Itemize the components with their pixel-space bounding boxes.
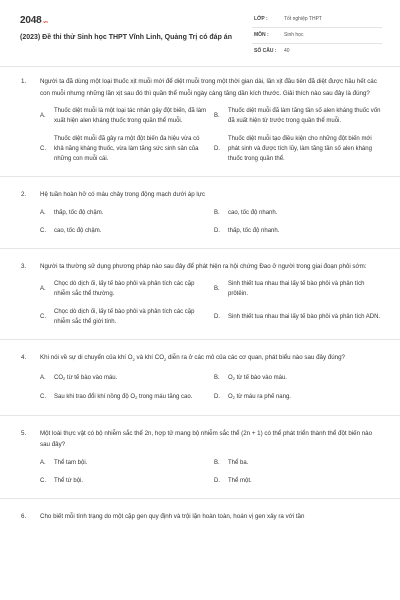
option-text xyxy=(228,392,382,403)
question-divider xyxy=(0,415,400,416)
question-3 xyxy=(0,261,400,328)
option-letter: C. xyxy=(40,146,46,152)
question-stem xyxy=(0,261,400,273)
option-text-part: O xyxy=(228,393,233,400)
meta-value-count: 40 xyxy=(284,48,290,54)
option-a[interactable] xyxy=(40,106,208,126)
question-text-part: Khi nói về sự di chuyển của khí O xyxy=(40,354,133,361)
option-text: Sinh thiết tua nhau thai lấy tế bào phôi và phân tích prôtêin. xyxy=(228,281,365,297)
option-text xyxy=(228,373,382,384)
option-b[interactable] xyxy=(214,279,382,299)
meta-row-subject xyxy=(252,28,382,44)
question-number: 1. xyxy=(21,78,27,85)
option-a[interactable] xyxy=(40,279,208,299)
option-text xyxy=(54,392,208,403)
subscript: 2 xyxy=(132,357,135,363)
question-text: Một loài thực vật có bộ nhiễm sắc thể 2n, hợp tử mang bộ nhiễm sắc thể (2n + 1) có thể phát triển thành thể đột biến nào sau đây? xyxy=(40,429,373,449)
meta-row-count xyxy=(252,44,382,60)
meta-value-subject: Sinh học xyxy=(284,32,304,38)
option-letter: D. xyxy=(214,227,220,234)
option-a[interactable] xyxy=(40,458,208,468)
option-letter: A. xyxy=(40,375,46,382)
option-d[interactable] xyxy=(214,476,382,486)
option-letter: D. xyxy=(214,394,220,401)
question-divider xyxy=(0,176,400,177)
question-stem xyxy=(0,511,400,523)
question-text-part: diễn ra ở các mô của các cơ quan, phát biểu nào sau đây đúng? xyxy=(166,354,345,361)
question-1 xyxy=(0,76,400,164)
option-text-part: Sau khi trao đổi khí nồng độ O xyxy=(54,393,136,400)
question-number: 2. xyxy=(21,191,27,198)
option-letter: A. xyxy=(40,286,46,292)
option-letter: D. xyxy=(214,477,220,484)
option-letter: D. xyxy=(214,146,220,152)
option-text: Thuốc diệt muỗi là một loại tác nhân gây đột biến, đã làm xuất hiện alen kháng thuốc trong quần thể muỗi. xyxy=(54,108,207,124)
option-text: Thể tứ bội. xyxy=(54,477,84,484)
question-divider xyxy=(0,339,400,340)
option-letter: C. xyxy=(40,477,46,484)
question-text: Người ta đã dùng một loại thuốc xịt muỗi mới để diệt muỗi trong một thời gian dài, lần xịt đầu tiên đã diệt được hầu hết các con muỗi nhưng những lần xịt sau đó thì quần thể muỗi ngày càng tăng dần kích thước. Giải thích nào sau đây là đúng? xyxy=(40,78,377,97)
option-a[interactable] xyxy=(40,373,208,384)
question-number: 4. xyxy=(21,354,27,361)
subscript: 2 xyxy=(63,375,66,381)
option-text: Thuốc diệt muỗi tạo điều kiện cho những đột biến mới phát sinh và được tích lũy, làm tăng tần số alen kháng thuốc trong quần thể. xyxy=(228,136,372,162)
option-text-part: từ máu ra phế nang. xyxy=(234,393,291,400)
option-text-part: CO xyxy=(54,374,63,381)
option-text: Thuốc diệt muỗi đã gây ra một đột biến đa hiệu vừa có khả năng kháng thuốc, vừa làm tăng sức sinh sản của những con muỗi cái. xyxy=(54,136,200,162)
site-logo[interactable] xyxy=(20,15,48,26)
option-b[interactable] xyxy=(214,373,382,384)
option-text-part: từ tế bào vào máu. xyxy=(65,374,118,381)
option-text: Thuốc diệt muỗi đã làm tăng tần số alen kháng thuốc vốn đã xuất hiện từ trước trong quần thể muỗi. xyxy=(228,108,381,124)
page-header xyxy=(0,0,400,64)
subscript: 2 xyxy=(164,357,167,363)
question-text: Người ta thường sử dụng phương pháp nào sau đây để phát hiện ra hội chứng Đao ở người trong giai đoạn phôi sớm: xyxy=(40,262,367,270)
option-letter: C. xyxy=(40,394,46,401)
answer-options xyxy=(0,106,400,164)
question-text: Hệ tuần hoàn hở có máu chảy trong động mạch dưới áp lực xyxy=(40,191,205,198)
question-4 xyxy=(0,352,400,403)
meta-key-grade: LỚP : xyxy=(254,16,268,22)
question-stem xyxy=(0,428,400,451)
question-stem xyxy=(0,189,400,201)
header-divider xyxy=(0,66,400,67)
option-b[interactable] xyxy=(214,106,382,126)
question-divider xyxy=(0,498,400,499)
option-c[interactable] xyxy=(40,134,208,164)
option-text: cao, tốc độ chậm. xyxy=(54,227,102,234)
option-text: Sinh thiết tua nhau thai lấy tế bào phôi và phân tích ADN. xyxy=(228,314,381,320)
option-letter: B. xyxy=(214,459,220,466)
subscript: 2 xyxy=(232,394,235,400)
meta-key-subject: MÔN : xyxy=(254,32,269,38)
answer-options xyxy=(0,373,400,403)
question-stem xyxy=(0,352,400,366)
option-d[interactable] xyxy=(214,226,382,236)
option-text-part: từ tế bào vào máu. xyxy=(234,374,287,381)
option-b[interactable] xyxy=(214,458,382,468)
option-b[interactable] xyxy=(214,208,382,218)
option-text-part: O xyxy=(228,374,233,381)
answer-options xyxy=(0,279,400,327)
question-number: 5. xyxy=(21,429,27,437)
logo-text: 2048 xyxy=(20,15,42,26)
subscript: 2 xyxy=(232,375,235,381)
option-a[interactable] xyxy=(40,208,208,218)
option-text: cao, tốc độ nhanh. xyxy=(228,209,278,216)
question-2 xyxy=(0,189,400,236)
option-text: Thể một. xyxy=(228,477,252,484)
option-letter: C. xyxy=(40,227,46,234)
question-5 xyxy=(0,428,400,486)
option-letter: A. xyxy=(40,459,46,466)
option-text: Thể tam bội. xyxy=(54,459,88,466)
option-text: Chọc dò dịch ối, lấy tế bào phôi và phân tích các cặp nhiễm sắc thể thường. xyxy=(54,281,195,297)
option-letter: B. xyxy=(214,286,220,292)
option-c[interactable] xyxy=(40,392,208,403)
question-text: Cho biết mỗi tính trạng do một cặp gen quy định và trội lặn hoàn toàn, hoán vị gen xảy ra với tần xyxy=(40,512,305,520)
question-list xyxy=(0,76,400,522)
option-text xyxy=(54,373,208,384)
meta-key-count: SỐ CÂU : xyxy=(254,48,277,54)
option-d[interactable] xyxy=(214,392,382,403)
document-meta xyxy=(252,12,382,60)
option-letter: C. xyxy=(40,314,46,320)
question-divider xyxy=(0,248,400,249)
option-d[interactable] xyxy=(214,134,382,164)
question-number: 6. xyxy=(21,512,27,520)
option-letter: A. xyxy=(40,113,46,119)
question-text xyxy=(40,354,345,361)
option-d[interactable] xyxy=(214,307,382,327)
option-text: thấp, tốc độ chậm. xyxy=(54,209,104,216)
option-text-part: trong máu tăng cao. xyxy=(137,393,193,400)
option-c[interactable] xyxy=(40,476,208,486)
option-c[interactable] xyxy=(40,307,208,327)
option-text: thấp, tốc độ nhanh. xyxy=(228,227,280,234)
subscript: 2 xyxy=(135,394,138,400)
logo-domain: .vn xyxy=(42,19,48,24)
option-letter: B. xyxy=(214,113,220,119)
question-stem xyxy=(0,76,400,99)
meta-row-grade xyxy=(252,12,382,28)
option-letter: B. xyxy=(214,209,220,216)
question-6 xyxy=(0,511,400,523)
meta-value-grade: Tốt nghiệp THPT xyxy=(284,16,322,22)
answer-options xyxy=(0,208,400,236)
option-letter: B. xyxy=(214,375,220,382)
option-text: Chọc dò dịch ối, lấy tế bào phôi và phân tích các cặp nhiễm sắc thể giới tính. xyxy=(54,309,195,325)
document-title: (2023) Đề thi thử Sinh học THPT Vĩnh Linh, Quảng Trị có đáp án xyxy=(20,34,232,41)
option-letter: A. xyxy=(40,209,46,216)
option-letter: D. xyxy=(214,314,220,320)
answer-options xyxy=(0,458,400,486)
question-number: 3. xyxy=(21,262,27,270)
question-text-part: và khí CO xyxy=(134,354,165,361)
option-c[interactable] xyxy=(40,226,208,236)
option-text: Thể ba. xyxy=(228,459,249,466)
